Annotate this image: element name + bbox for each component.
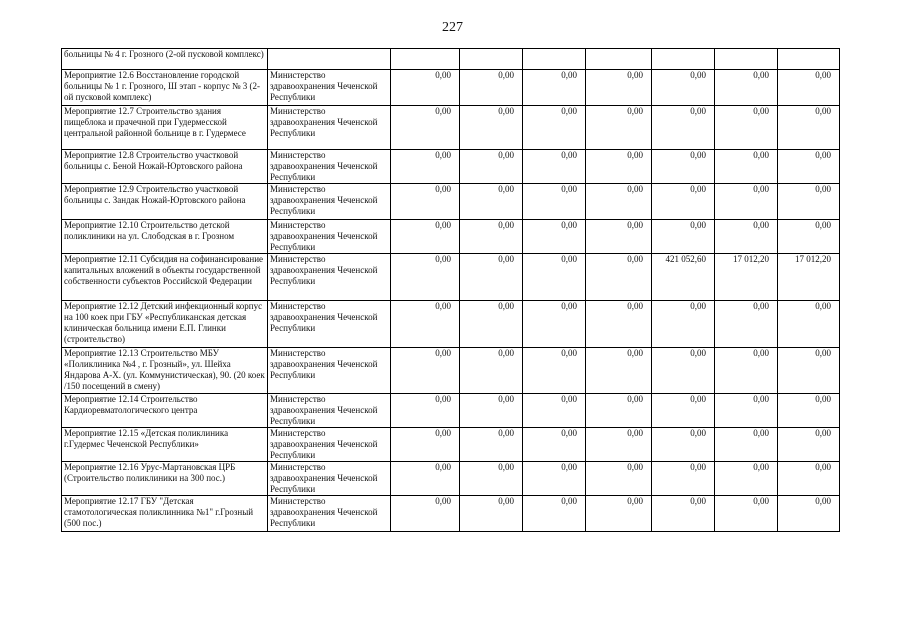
amount-cell: 0,00	[460, 70, 523, 106]
measure-cell: Мероприятие 12.13 Строительство МБУ «Поликлиника №4 , г. Грозный», ул. Шейха Яндарова А-Х. (ул. Коммунистическая), 90. (20 коек /150 посещений в смену)	[62, 348, 268, 394]
amount-cell: 0,00	[778, 220, 840, 254]
measure-cell: Мероприятие 12.12 Детский инфекционный корпус на 100 коек при ГБУ «Республиканская детская клиническая больница имени Е.П. Глинки (строительство)	[62, 301, 268, 348]
executor-cell: Министерство здравоохранения Чеченской Республики	[268, 428, 391, 462]
amount-cell: 0,00	[391, 428, 460, 462]
measure-cell: Мероприятие 12.6 Восстановление городской больницы № 1 г. Грозного, Ш этап - корпус № 3 (2-ой пусковой комплекс)	[62, 70, 268, 106]
amount-cell: 0,00	[586, 428, 652, 462]
amount-cell: 0,00	[460, 184, 523, 220]
amount-cell: 0,00	[523, 394, 586, 428]
amount-cell: 0,00	[778, 496, 840, 532]
amount-cell	[460, 49, 523, 70]
measure-cell: Мероприятие 12.16 Урус-Мартановская ЦРБ (Строительство поликлиники на 300 пос.)	[62, 462, 268, 496]
amount-cell: 0,00	[715, 462, 778, 496]
amount-cell: 0,00	[391, 184, 460, 220]
executor-cell: Министерство здравоохранения Чеченской Республики	[268, 184, 391, 220]
amount-cell: 0,00	[778, 184, 840, 220]
amount-cell: 0,00	[523, 348, 586, 394]
measure-cell: больницы № 4 г. Грозного (2-ой пусковой комплекс)	[62, 49, 268, 70]
amount-cell: 0,00	[586, 348, 652, 394]
amount-cell: 0,00	[523, 184, 586, 220]
amount-cell: 0,00	[460, 150, 523, 184]
table-row	[62, 254, 840, 301]
amount-cell: 0,00	[523, 150, 586, 184]
amount-cell: 0,00	[715, 184, 778, 220]
amount-cell: 0,00	[523, 220, 586, 254]
amount-cell: 0,00	[715, 150, 778, 184]
measure-cell: Мероприятие 12.11 Субсидия на софинансирование капитальных вложений в объекты государственной собственности субъектов Российской Федерации	[62, 254, 268, 301]
amount-cell: 0,00	[586, 184, 652, 220]
amount-cell: 0,00	[652, 301, 715, 348]
amount-cell: 0,00	[715, 220, 778, 254]
amount-cell: 0,00	[391, 301, 460, 348]
amount-cell	[391, 49, 460, 70]
executor-cell: Министерство здравоохранения Чеченской Республики	[268, 220, 391, 254]
amount-cell	[778, 49, 840, 70]
executor-cell: Министерство здравоохранения Чеченской Республики	[268, 394, 391, 428]
amount-cell: 421 052,60	[652, 254, 715, 301]
amount-cell: 0,00	[652, 428, 715, 462]
measure-cell: Мероприятие 12.8 Строительство участковой больницы с. Беной Ножай-Юртовского района	[62, 150, 268, 184]
measure-cell: Мероприятие 12.17 ГБУ "Детская стамотологическая поликлинника №1" г.Грозный (500 пос.)	[62, 496, 268, 532]
amount-cell: 0,00	[778, 394, 840, 428]
table-row	[62, 49, 840, 70]
measure-cell: Мероприятие 12.15 «Детская поликлиника г.Гудермес Чеченской Республики»	[62, 428, 268, 462]
amount-cell: 0,00	[715, 428, 778, 462]
table-row	[62, 106, 840, 150]
table-row	[62, 394, 840, 428]
table-row	[62, 462, 840, 496]
amount-cell: 0,00	[391, 394, 460, 428]
amount-cell: 0,00	[586, 220, 652, 254]
amount-cell: 0,00	[652, 150, 715, 184]
amount-cell: 0,00	[715, 394, 778, 428]
table-row	[62, 70, 840, 106]
amount-cell: 0,00	[778, 150, 840, 184]
amount-cell: 0,00	[391, 150, 460, 184]
amount-cell: 0,00	[715, 301, 778, 348]
amount-cell: 0,00	[523, 462, 586, 496]
amount-cell: 0,00	[391, 496, 460, 532]
amount-cell	[715, 49, 778, 70]
executor-cell: Министерство здравоохранения Чеченской Республики	[268, 301, 391, 348]
amount-cell: 0,00	[523, 428, 586, 462]
amount-cell: 0,00	[391, 220, 460, 254]
table-row	[62, 220, 840, 254]
amount-cell: 0,00	[652, 106, 715, 150]
amount-cell: 0,00	[586, 496, 652, 532]
amount-cell: 0,00	[586, 254, 652, 301]
measure-cell: Мероприятие 12.7 Строительство здания пищеблока и прачечной при Гудермесской центральной районной больнице в г. Гудермесе	[62, 106, 268, 150]
measure-cell: Мероприятие 12.10 Строительство детской поликлиники на ул. Слободская в г. Грозном	[62, 220, 268, 254]
amount-cell: 0,00	[586, 70, 652, 106]
page-number: 227	[442, 20, 463, 35]
executor-cell: Министерство здравоохранения Чеченской Республики	[268, 70, 391, 106]
amount-cell: 0,00	[778, 70, 840, 106]
executor-cell: Министерство здравоохранения Чеченской Республики	[268, 348, 391, 394]
amount-cell	[652, 49, 715, 70]
amount-cell: 0,00	[652, 348, 715, 394]
amount-cell: 0,00	[460, 462, 523, 496]
amount-cell: 0,00	[778, 106, 840, 150]
amount-cell: 0,00	[460, 348, 523, 394]
amount-cell: 0,00	[460, 301, 523, 348]
table-row	[62, 496, 840, 532]
amount-cell: 0,00	[778, 348, 840, 394]
amount-cell: 0,00	[652, 184, 715, 220]
table-row	[62, 428, 840, 462]
amount-cell: 0,00	[523, 254, 586, 301]
executor-cell	[268, 49, 391, 70]
amount-cell	[523, 49, 586, 70]
amount-cell: 0,00	[778, 428, 840, 462]
table-row	[62, 301, 840, 348]
amount-cell: 0,00	[523, 106, 586, 150]
amount-cell: 0,00	[778, 462, 840, 496]
amount-cell: 0,00	[460, 428, 523, 462]
amount-cell: 0,00	[391, 70, 460, 106]
measure-cell: Мероприятие 12.14 Строительство Кардиоревматологического центра	[62, 394, 268, 428]
amount-cell: 0,00	[460, 106, 523, 150]
amount-cell: 0,00	[586, 301, 652, 348]
amount-cell: 0,00	[778, 301, 840, 348]
amount-cell: 0,00	[652, 70, 715, 106]
table-row	[62, 150, 840, 184]
amount-cell: 0,00	[586, 150, 652, 184]
amount-cell: 0,00	[460, 254, 523, 301]
budget-table	[61, 48, 840, 532]
amount-cell: 17 012,20	[778, 254, 840, 301]
amount-cell: 0,00	[652, 394, 715, 428]
amount-cell: 0,00	[523, 301, 586, 348]
table-body	[62, 49, 840, 532]
table-row	[62, 348, 840, 394]
amount-cell: 0,00	[652, 462, 715, 496]
amount-cell: 0,00	[391, 462, 460, 496]
table-row	[62, 184, 840, 220]
executor-cell: Министерство здравоохранения Чеченской Республики	[268, 462, 391, 496]
amount-cell: 17 012,20	[715, 254, 778, 301]
amount-cell: 0,00	[460, 496, 523, 532]
amount-cell: 0,00	[652, 220, 715, 254]
amount-cell: 0,00	[391, 348, 460, 394]
measure-cell: Мероприятие 12.9 Строительство участковой больницы с. Зандак Ножай-Юртовского района	[62, 184, 268, 220]
amount-cell: 0,00	[460, 220, 523, 254]
amount-cell: 0,00	[523, 70, 586, 106]
executor-cell: Министерство здравоохранения Чеченской Республики	[268, 254, 391, 301]
amount-cell: 0,00	[715, 106, 778, 150]
amount-cell: 0,00	[523, 496, 586, 532]
amount-cell: 0,00	[460, 394, 523, 428]
amount-cell	[586, 49, 652, 70]
amount-cell: 0,00	[715, 348, 778, 394]
executor-cell: Министерство здравоохранения Чеченской Республики	[268, 496, 391, 532]
executor-cell: Министерство здравоохранения Чеченской Республики	[268, 106, 391, 150]
executor-cell: Министерство здравоохранения Чеченской Республики	[268, 150, 391, 184]
amount-cell: 0,00	[586, 462, 652, 496]
amount-cell: 0,00	[715, 70, 778, 106]
amount-cell: 0,00	[715, 496, 778, 532]
amount-cell: 0,00	[586, 106, 652, 150]
amount-cell: 0,00	[586, 394, 652, 428]
amount-cell: 0,00	[391, 106, 460, 150]
amount-cell: 0,00	[391, 254, 460, 301]
amount-cell: 0,00	[652, 496, 715, 532]
